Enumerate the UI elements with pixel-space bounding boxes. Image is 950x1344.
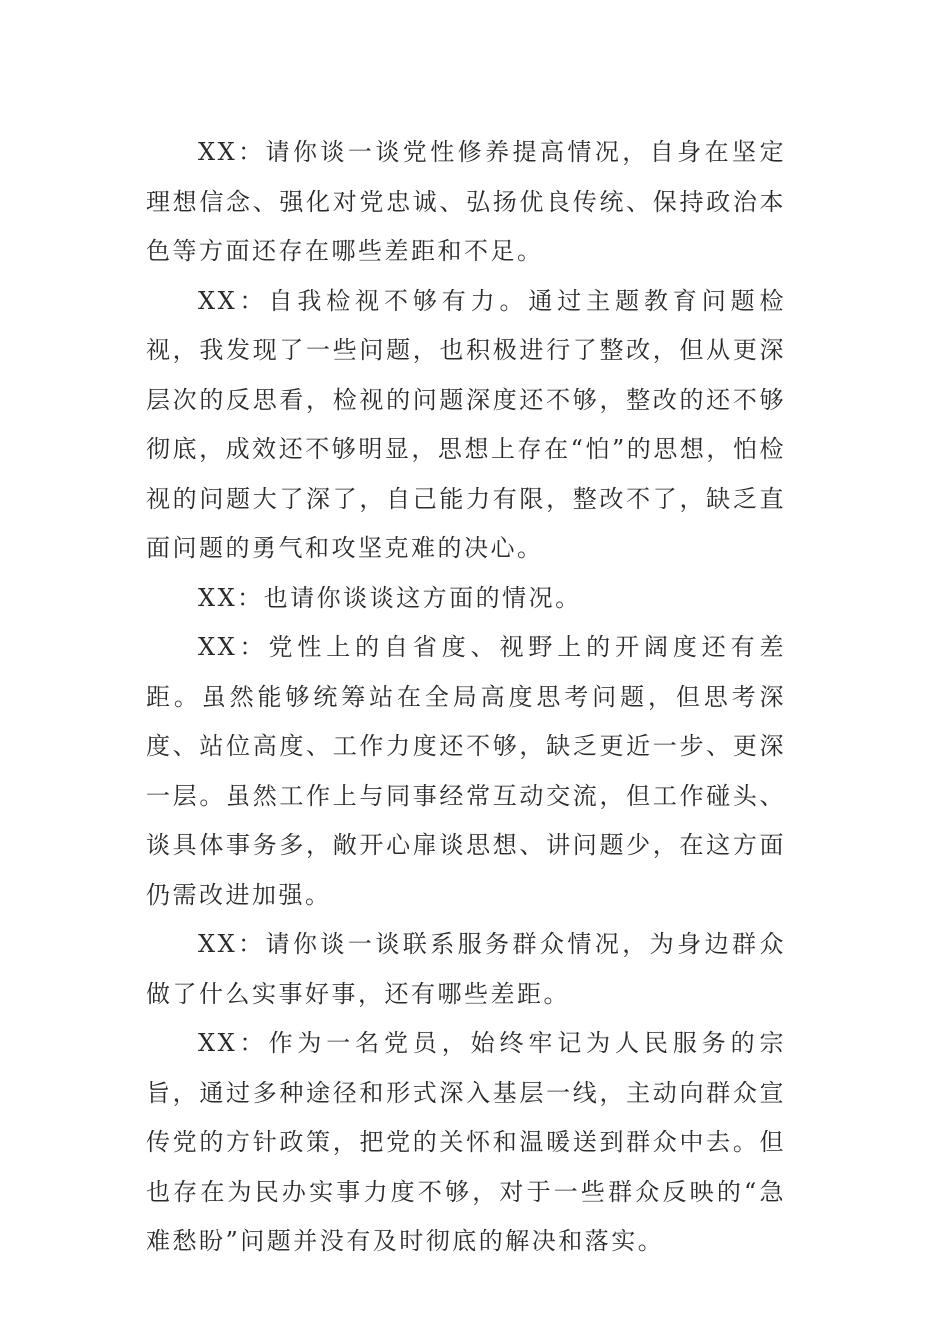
document-body (146, 128, 786, 1267)
paragraph-answer-self-inspection: XX：自我检视不够有力。通过主题教育问题检视，我发现了一些问题，也积极进行了整改，但从更深层次的反思看，检视的问题深度还不够，整改的还不够彻底，成效还不够明显，思想上存在“怕”的思想，怕检视的问题大了深了，自己能力有限，整改不了，缺乏直面问题的勇气和攻坚克难的决心。 (146, 286, 786, 562)
paragraph-question-followup: XX：也请你谈谈这方面的情况。 (198, 583, 582, 612)
paragraph-question-party-spirit: XX：请你谈一谈党性修养提高情况，自身在坚定理想信念、强化对党忠诚、弘扬优良传统、保持政治本色等方面还存在哪些差距和不足。 (146, 138, 786, 265)
paragraph-answer-self-reflection: XX：党性上的自省度、视野上的开阔度还有差距。虽然能够统筹站在全局高度思考问题，但思考深度、站位高度、工作力度还不够，缺乏更近一步、更深一层。虽然工作上与同事经常互动交流，但工作碰头、谈具体事务多，敞开心扉谈思想、讲问题少，在这方面仍需改进加强。 (146, 633, 786, 909)
paragraph-answer-serving-masses: XX：作为一名党员，始终牢记为人民服务的宗旨，通过多种途径和形式深入基层一线，主动向群众宣传党的方针政策，把党的关怀和温暖送到群众中去。但也存在为民办实事力度不够，对于一些群众反映的“急难愁盼”问题并没有及时彻底的解决和落实。 (146, 1029, 786, 1255)
paragraph-question-serving-masses: XX：请你谈一谈联系服务群众情况，为身边群众做了什么实事好事，还有哪些差距。 (146, 930, 786, 1008)
